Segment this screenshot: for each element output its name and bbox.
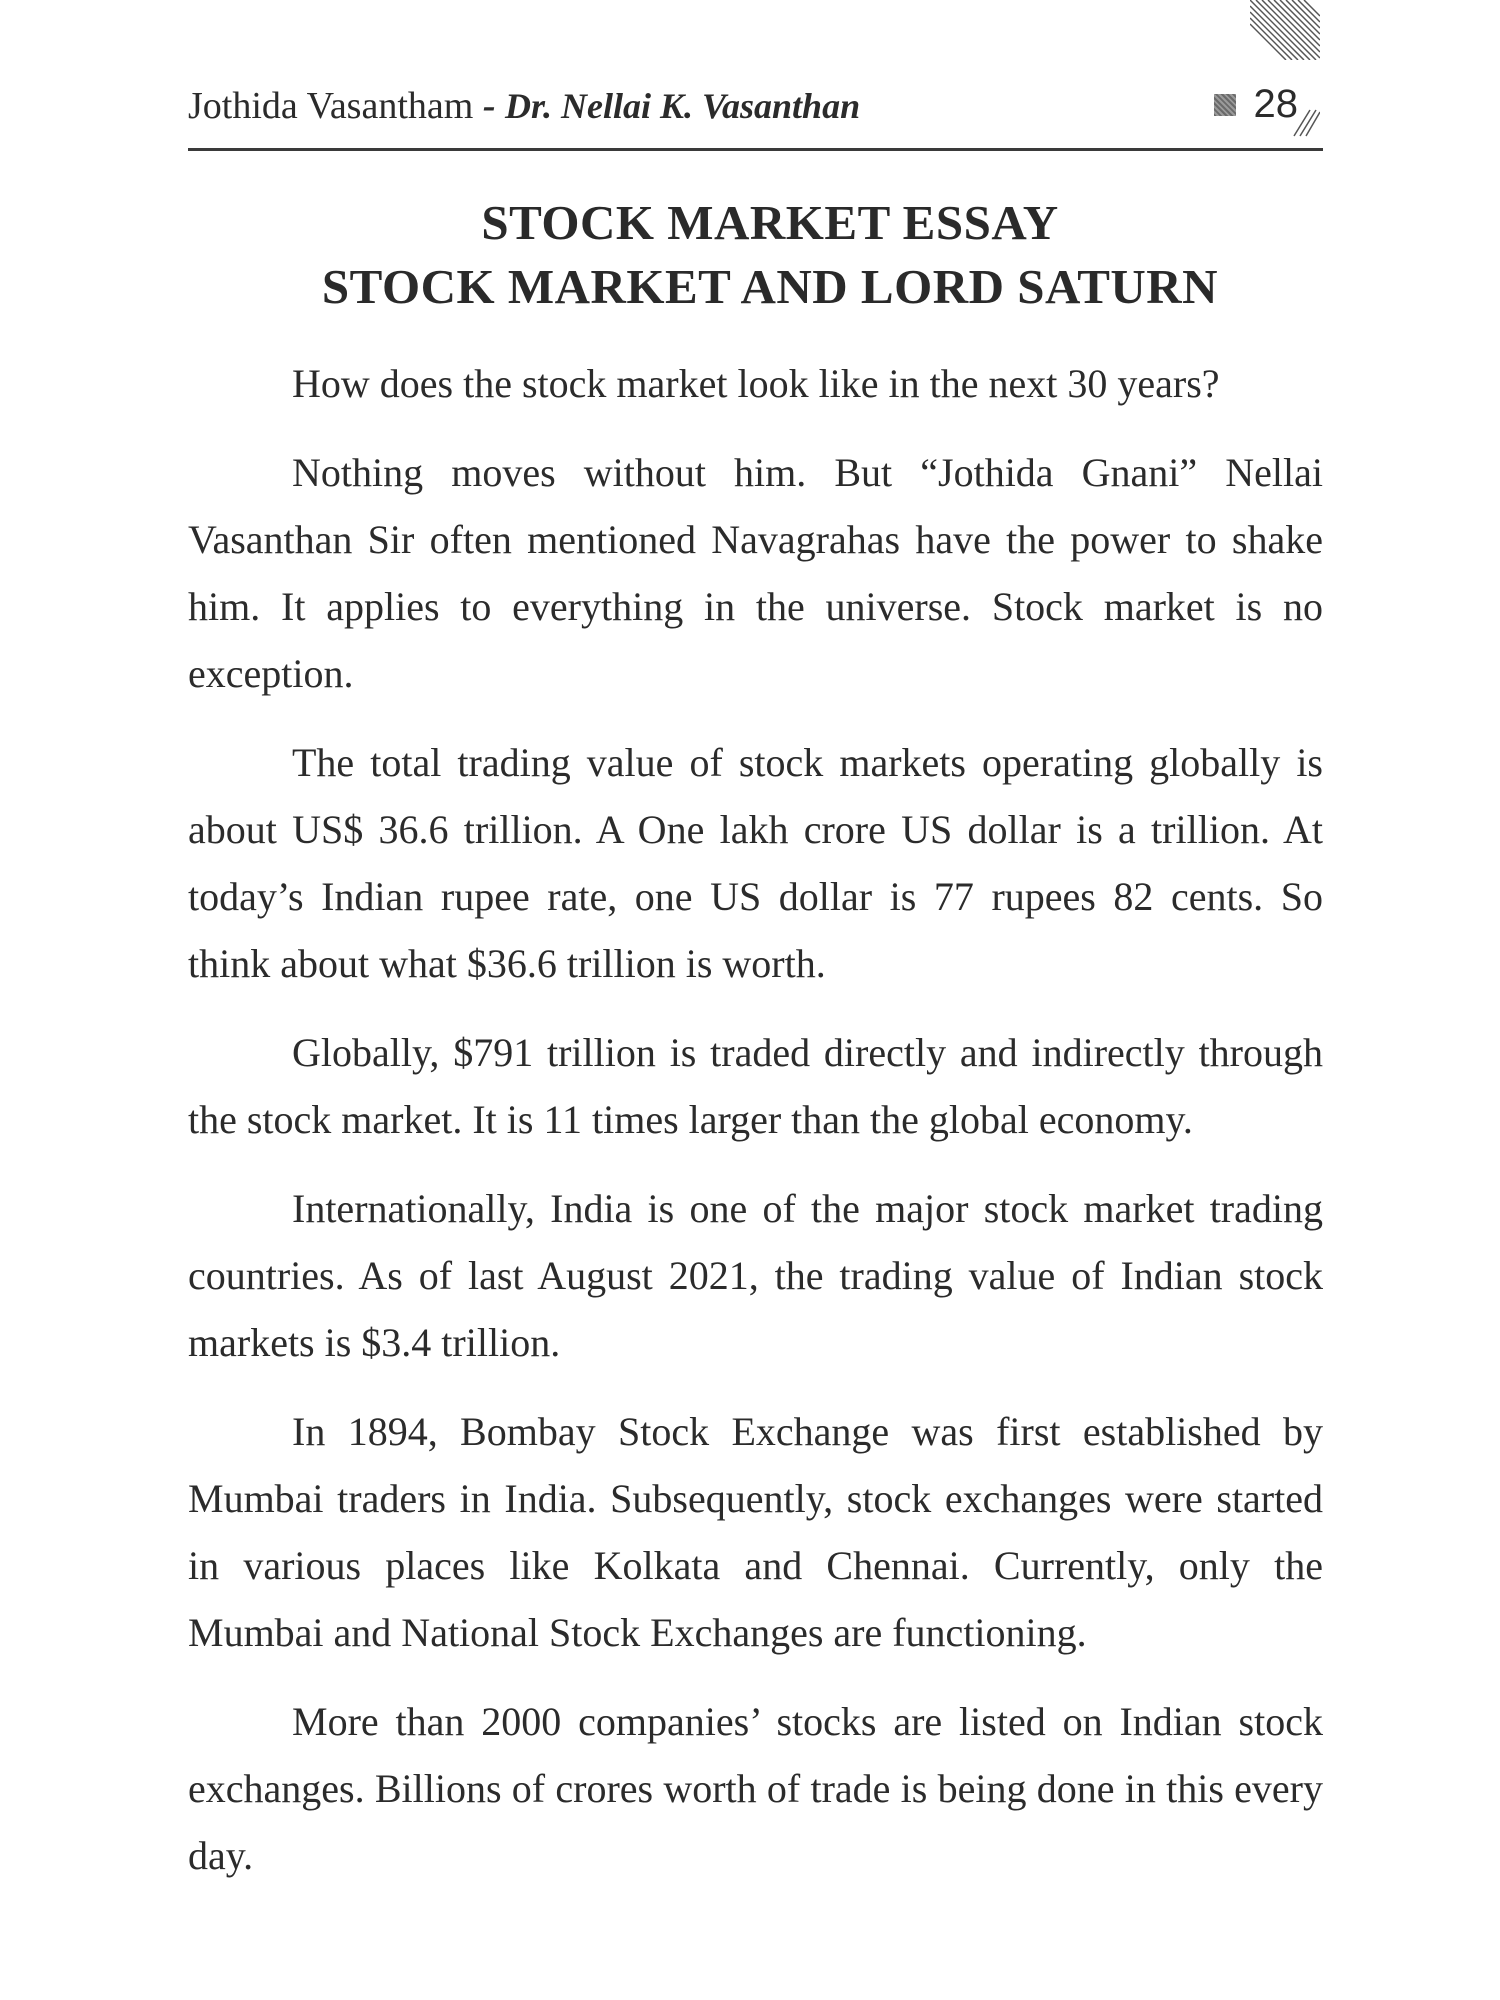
paragraph: More than 2000 companies’ stocks are listed on Indian stock exchanges. Billions of crores worth of trade is being done in this every day. [188, 1699, 1323, 1878]
page-number-block [1214, 82, 1299, 127]
paragraph: In 1894, Bombay Stock Exchange was first established by Mumbai traders in India. Subsequently, stock exchanges were started in various places like Kolkata and Chennai. Currently, only the Mumbai and National Stock Exchanges are functioning. [188, 1409, 1323, 1655]
article-title-line-1: STOCK MARKET ESSAY [481, 195, 1059, 250]
paragraph: Internationally, India is one of the major stock market trading countries. As of last August 2021, the trading value of Indian stock markets is $3.4 trillion. [188, 1186, 1323, 1365]
article-title-line-2: STOCK MARKET AND LORD SATURN [321, 259, 1219, 314]
running-header [188, 78, 1323, 151]
author-name: Dr. Nellai K. Vasanthan [504, 86, 861, 126]
paragraph: How does the stock market look like in the next 30 years? [292, 361, 1220, 406]
article-body [188, 350, 1323, 1911]
corner-hatch-decoration [1250, 0, 1320, 60]
page-marker-square-icon [1214, 94, 1236, 116]
running-header-left [188, 84, 860, 128]
book-title: Jothida Vasantham [188, 85, 474, 127]
paragraph: Globally, $791 trillion is traded directly and indirectly through the stock market. It is 11 times larger than the global economy. [188, 1030, 1323, 1142]
paragraph: Nothing moves without him. But “Jothida Gnani” Nellai Vasanthan Sir often mentioned Navagrahas have the power to shake him. It applies to everything in the universe. Stock market is no exception. [188, 450, 1323, 696]
header-separator: - [482, 85, 496, 127]
paragraph: The total trading value of stock markets operating globally is about US$ 36.6 trillion. A One lakh crore US dollar is a trillion. At today’s Indian rupee rate, one US dollar is 77 rupees 82 cents. So think about what $36.6 trillion is worth. [188, 740, 1323, 986]
page-number: 28 [1253, 82, 1298, 126]
